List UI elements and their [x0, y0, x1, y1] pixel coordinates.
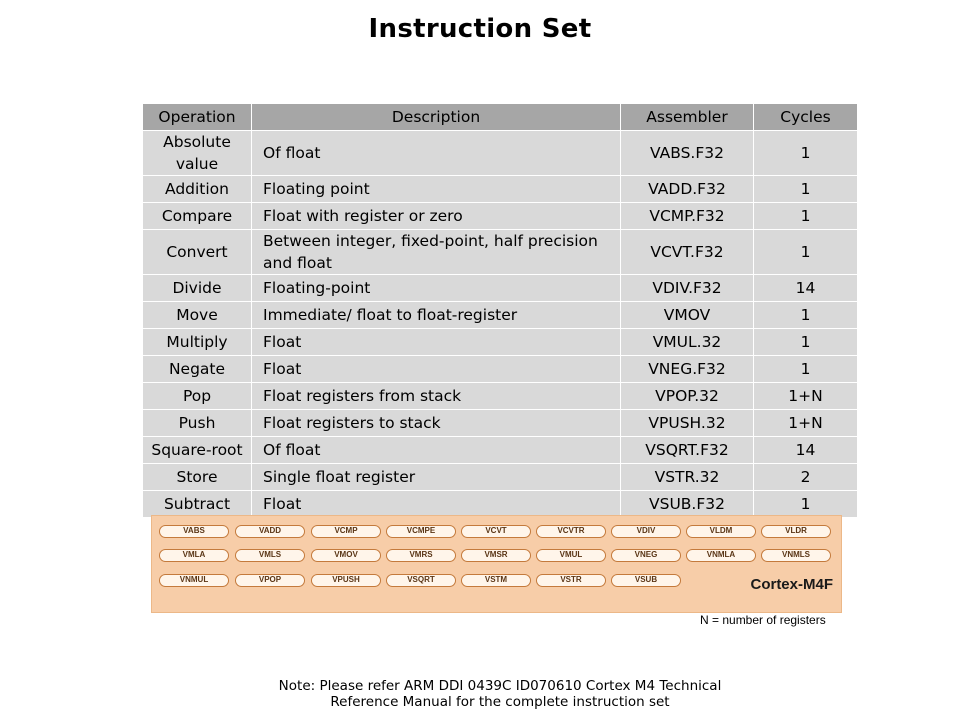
- instruction-chip: VNMLA: [686, 549, 756, 562]
- reference-note: [0, 678, 960, 710]
- instruction-chip: VSTM: [461, 574, 531, 587]
- instruction-chip: VLDR: [761, 525, 831, 538]
- cell-description: Float with register or zero: [252, 203, 621, 230]
- instruction-chip: VDIV: [611, 525, 681, 538]
- cell-operation: Addition: [143, 176, 252, 203]
- cell-description: Single float register: [252, 464, 621, 491]
- cell-operation: Divide: [143, 275, 252, 302]
- table-row: [143, 356, 858, 383]
- instruction-chip: VNMUL: [159, 574, 229, 587]
- instruction-chip: VCVT: [461, 525, 531, 538]
- instruction-chip: VNEG: [611, 549, 681, 562]
- cell-assembler: VNEG.F32: [621, 356, 754, 383]
- instruction-table: [142, 103, 858, 518]
- table-row: [143, 437, 858, 464]
- instruction-chip: VMLS: [235, 549, 305, 562]
- cell-cycles: 1+N: [754, 383, 858, 410]
- header-assembler: Assembler: [621, 104, 754, 131]
- cell-assembler: VMUL.32: [621, 329, 754, 356]
- header-description: Description: [252, 104, 621, 131]
- cell-description: Float: [252, 356, 621, 383]
- table-row: [143, 383, 858, 410]
- cell-cycles: 2: [754, 464, 858, 491]
- table-row: [143, 302, 858, 329]
- cell-assembler: VADD.F32: [621, 176, 754, 203]
- table-row: [143, 176, 858, 203]
- cell-assembler: VDIV.F32: [621, 275, 754, 302]
- cell-description: Of float: [252, 131, 621, 176]
- cell-description: Immediate/ float to float-register: [252, 302, 621, 329]
- cell-description: Floating-point: [252, 275, 621, 302]
- table-row: [143, 275, 858, 302]
- instruction-chip: VSTR: [536, 574, 606, 587]
- cell-cycles: 1+N: [754, 410, 858, 437]
- table-row: [143, 131, 858, 176]
- cell-cycles: 1: [754, 176, 858, 203]
- cell-cycles: 1: [754, 131, 858, 176]
- instruction-chip: VCMPE: [386, 525, 456, 538]
- table-row: [143, 230, 858, 275]
- instruction-chip: VSQRT: [386, 574, 456, 587]
- cell-assembler: VMOV: [621, 302, 754, 329]
- table-row: [143, 491, 858, 518]
- cell-description: Float: [252, 491, 621, 518]
- processor-label: Cortex-M4F: [750, 576, 833, 593]
- instruction-chip: VCVTR: [536, 525, 606, 538]
- instruction-chip: VPOP: [235, 574, 305, 587]
- cell-operation: Negate: [143, 356, 252, 383]
- footnote: N = number of registers: [700, 613, 826, 627]
- table-row: [143, 410, 858, 437]
- cell-assembler: VSTR.32: [621, 464, 754, 491]
- cortex-m4f-instruction-diagram: [151, 515, 842, 613]
- table-row: [143, 203, 858, 230]
- header-operation: Operation: [143, 104, 252, 131]
- cell-cycles: 1: [754, 230, 858, 275]
- cell-description: Between integer, fixed-point, half precision and float: [252, 230, 621, 275]
- cell-operation: Convert: [143, 230, 252, 275]
- note-line-2: Reference Manual for the complete instruction set: [330, 694, 670, 710]
- instruction-chip: VCMP: [311, 525, 381, 538]
- instruction-chip: VMRS: [386, 549, 456, 562]
- cell-operation: Push: [143, 410, 252, 437]
- header-cycles: Cycles: [754, 104, 858, 131]
- instruction-chip: VMSR: [461, 549, 531, 562]
- cell-assembler: VPUSH.32: [621, 410, 754, 437]
- table-row: [143, 329, 858, 356]
- instruction-chip: VMLA: [159, 549, 229, 562]
- cell-cycles: 1: [754, 329, 858, 356]
- cell-description: Float registers to stack: [252, 410, 621, 437]
- cell-assembler: VSUB.F32: [621, 491, 754, 518]
- cell-cycles: 1: [754, 302, 858, 329]
- note-line-1: Note: Please refer ARM DDI 0439C ID070610 Cortex M4 Technical: [278, 678, 722, 694]
- cell-operation: Multiply: [143, 329, 252, 356]
- cell-assembler: VPOP.32: [621, 383, 754, 410]
- instruction-chip: VLDM: [686, 525, 756, 538]
- instruction-chip: VSUB: [611, 574, 681, 587]
- cell-cycles: 1: [754, 203, 858, 230]
- cell-operation: Store: [143, 464, 252, 491]
- cell-operation: Absolute value: [143, 131, 252, 176]
- cell-operation: Move: [143, 302, 252, 329]
- cell-description: Floating point: [252, 176, 621, 203]
- page-title: Instruction Set: [368, 14, 592, 44]
- cell-cycles: 14: [754, 275, 858, 302]
- instruction-chip: VABS: [159, 525, 229, 538]
- instruction-chip: VMOV: [311, 549, 381, 562]
- cell-operation: Compare: [143, 203, 252, 230]
- cell-assembler: VCMP.F32: [621, 203, 754, 230]
- cell-description: Of float: [252, 437, 621, 464]
- cell-cycles: 14: [754, 437, 858, 464]
- instruction-chip: VADD: [235, 525, 305, 538]
- cell-cycles: 1: [754, 491, 858, 518]
- cell-assembler: VABS.F32: [621, 131, 754, 176]
- cell-cycles: 1: [754, 356, 858, 383]
- instruction-chip: VPUSH: [311, 574, 381, 587]
- cell-description: Float: [252, 329, 621, 356]
- table-row: [143, 464, 858, 491]
- cell-operation: Subtract: [143, 491, 252, 518]
- instruction-chip: VNMLS: [761, 549, 831, 562]
- cell-assembler: VCVT.F32: [621, 230, 754, 275]
- instruction-chip: VMUL: [536, 549, 606, 562]
- table-header-row: [143, 104, 858, 131]
- cell-operation: Square-root: [143, 437, 252, 464]
- cell-operation: Pop: [143, 383, 252, 410]
- cell-assembler: VSQRT.F32: [621, 437, 754, 464]
- cell-description: Float registers from stack: [252, 383, 621, 410]
